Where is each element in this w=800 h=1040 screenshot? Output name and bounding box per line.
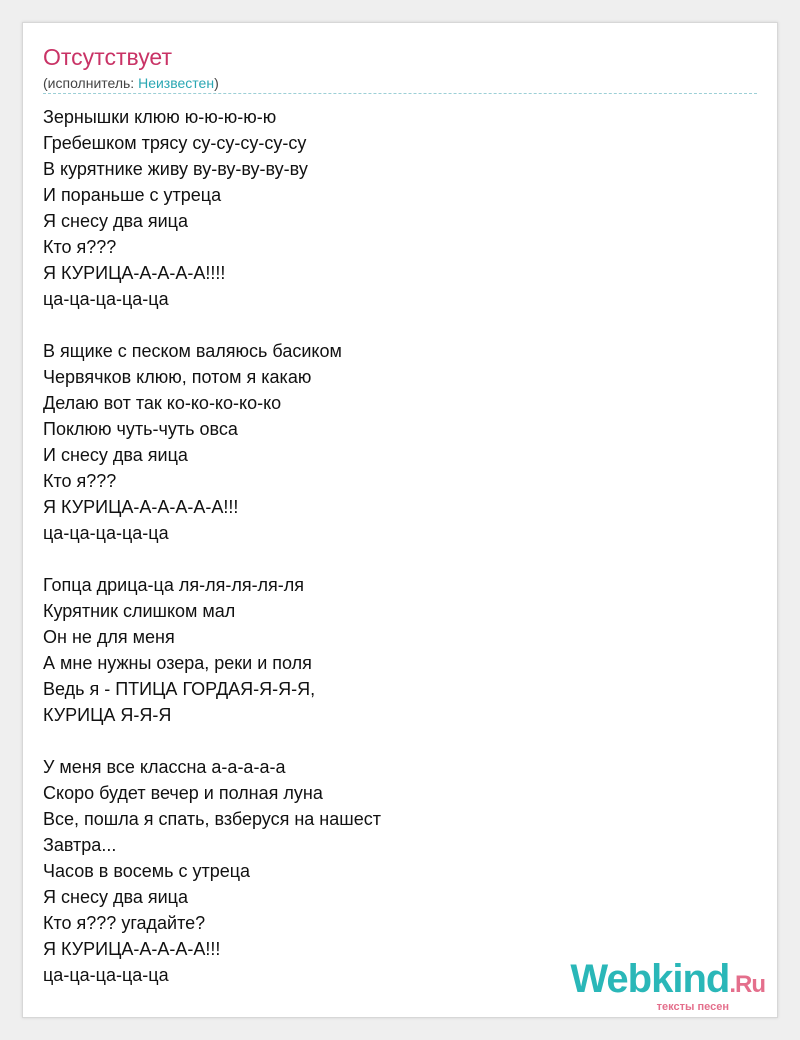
lyrics-line: Зернышки клюю ю-ю-ю-ю-ю (43, 107, 277, 127)
lyrics-line: В ящике с песком валяюсь басиком (43, 341, 342, 361)
lyrics-line: Кто я??? (43, 237, 117, 257)
lyrics-line: В курятнике живу ву-ву-ву-ву-ву (43, 159, 308, 179)
lyrics-text (43, 104, 381, 988)
logo-subtitle: тексты песен (656, 1001, 729, 1013)
lyrics-blank-line (43, 546, 381, 572)
lyrics-line: Все, пошла я спать, взберуся на нашест (43, 809, 381, 829)
lyrics-line: Завтра... (43, 835, 117, 855)
lyrics-line: Я снесу два яица (43, 211, 188, 231)
lyrics-line: Поклюю чуть-чуть овса (43, 419, 238, 439)
song-title: Отсутствует (43, 44, 172, 70)
artist-link[interactable]: Неизвестен (138, 75, 215, 91)
logo-text: Webkind (570, 957, 730, 1001)
lyrics-card (22, 22, 778, 1018)
lyrics-line: Делаю вот так ко-ко-ко-ко-ко (43, 393, 282, 413)
lyrics-line: Кто я??? (43, 471, 117, 491)
lyrics-blank-line (43, 312, 381, 338)
artist-prefix: (исполнитель: (43, 75, 139, 91)
lyrics-line: Гребешком трясу су-су-су-су-су (43, 133, 307, 153)
artist-suffix: ) (214, 75, 219, 91)
lyrics-line: Гопца дрица-ца ля-ля-ля-ля-ля (43, 575, 305, 595)
lyrics-line: У меня все классна а-а-а-а-а (43, 757, 286, 777)
lyrics-line: Я КУРИЦА-А-А-А-А-А!!! (43, 497, 239, 517)
lyrics-line: Кто я??? угадайте? (43, 913, 206, 933)
lyrics-line: Скоро будет вечер и полная луна (43, 783, 323, 803)
lyrics-line: Он не для меня (43, 627, 175, 647)
logo-domain: .Ru (729, 971, 765, 998)
site-logo[interactable] (570, 959, 765, 1013)
lyrics-line: ца-ца-ца-ца-ца (43, 965, 169, 985)
artist-line (43, 74, 219, 92)
lyrics-line: Курятник слишком мал (43, 601, 236, 621)
lyrics-line: Ведь я - ПТИЦА ГОРДАЯ-Я-Я-Я, (43, 679, 316, 699)
lyrics-line: ца-ца-ца-ца-ца (43, 523, 169, 543)
lyrics-line: ца-ца-ца-ца-ца (43, 289, 169, 309)
lyrics-line: Я КУРИЦА-А-А-А-А!!!! (43, 263, 226, 283)
lyrics-line: Червячков клюю, потом я какаю (43, 367, 312, 387)
lyrics-line: Часов в восемь с утреца (43, 861, 251, 881)
lyrics-blank-line (43, 728, 381, 754)
lyrics-line: КУРИЦА Я-Я-Я (43, 705, 172, 725)
lyrics-line: Я КУРИЦА-А-А-А-А!!! (43, 939, 221, 959)
lyrics-line: Я снесу два яица (43, 887, 188, 907)
lyrics-line: И пораньше с утреца (43, 185, 222, 205)
lyrics-line: И снесу два яица (43, 445, 188, 465)
lyrics-line: А мне нужны озера, реки и поля (43, 653, 312, 673)
divider (43, 93, 757, 94)
